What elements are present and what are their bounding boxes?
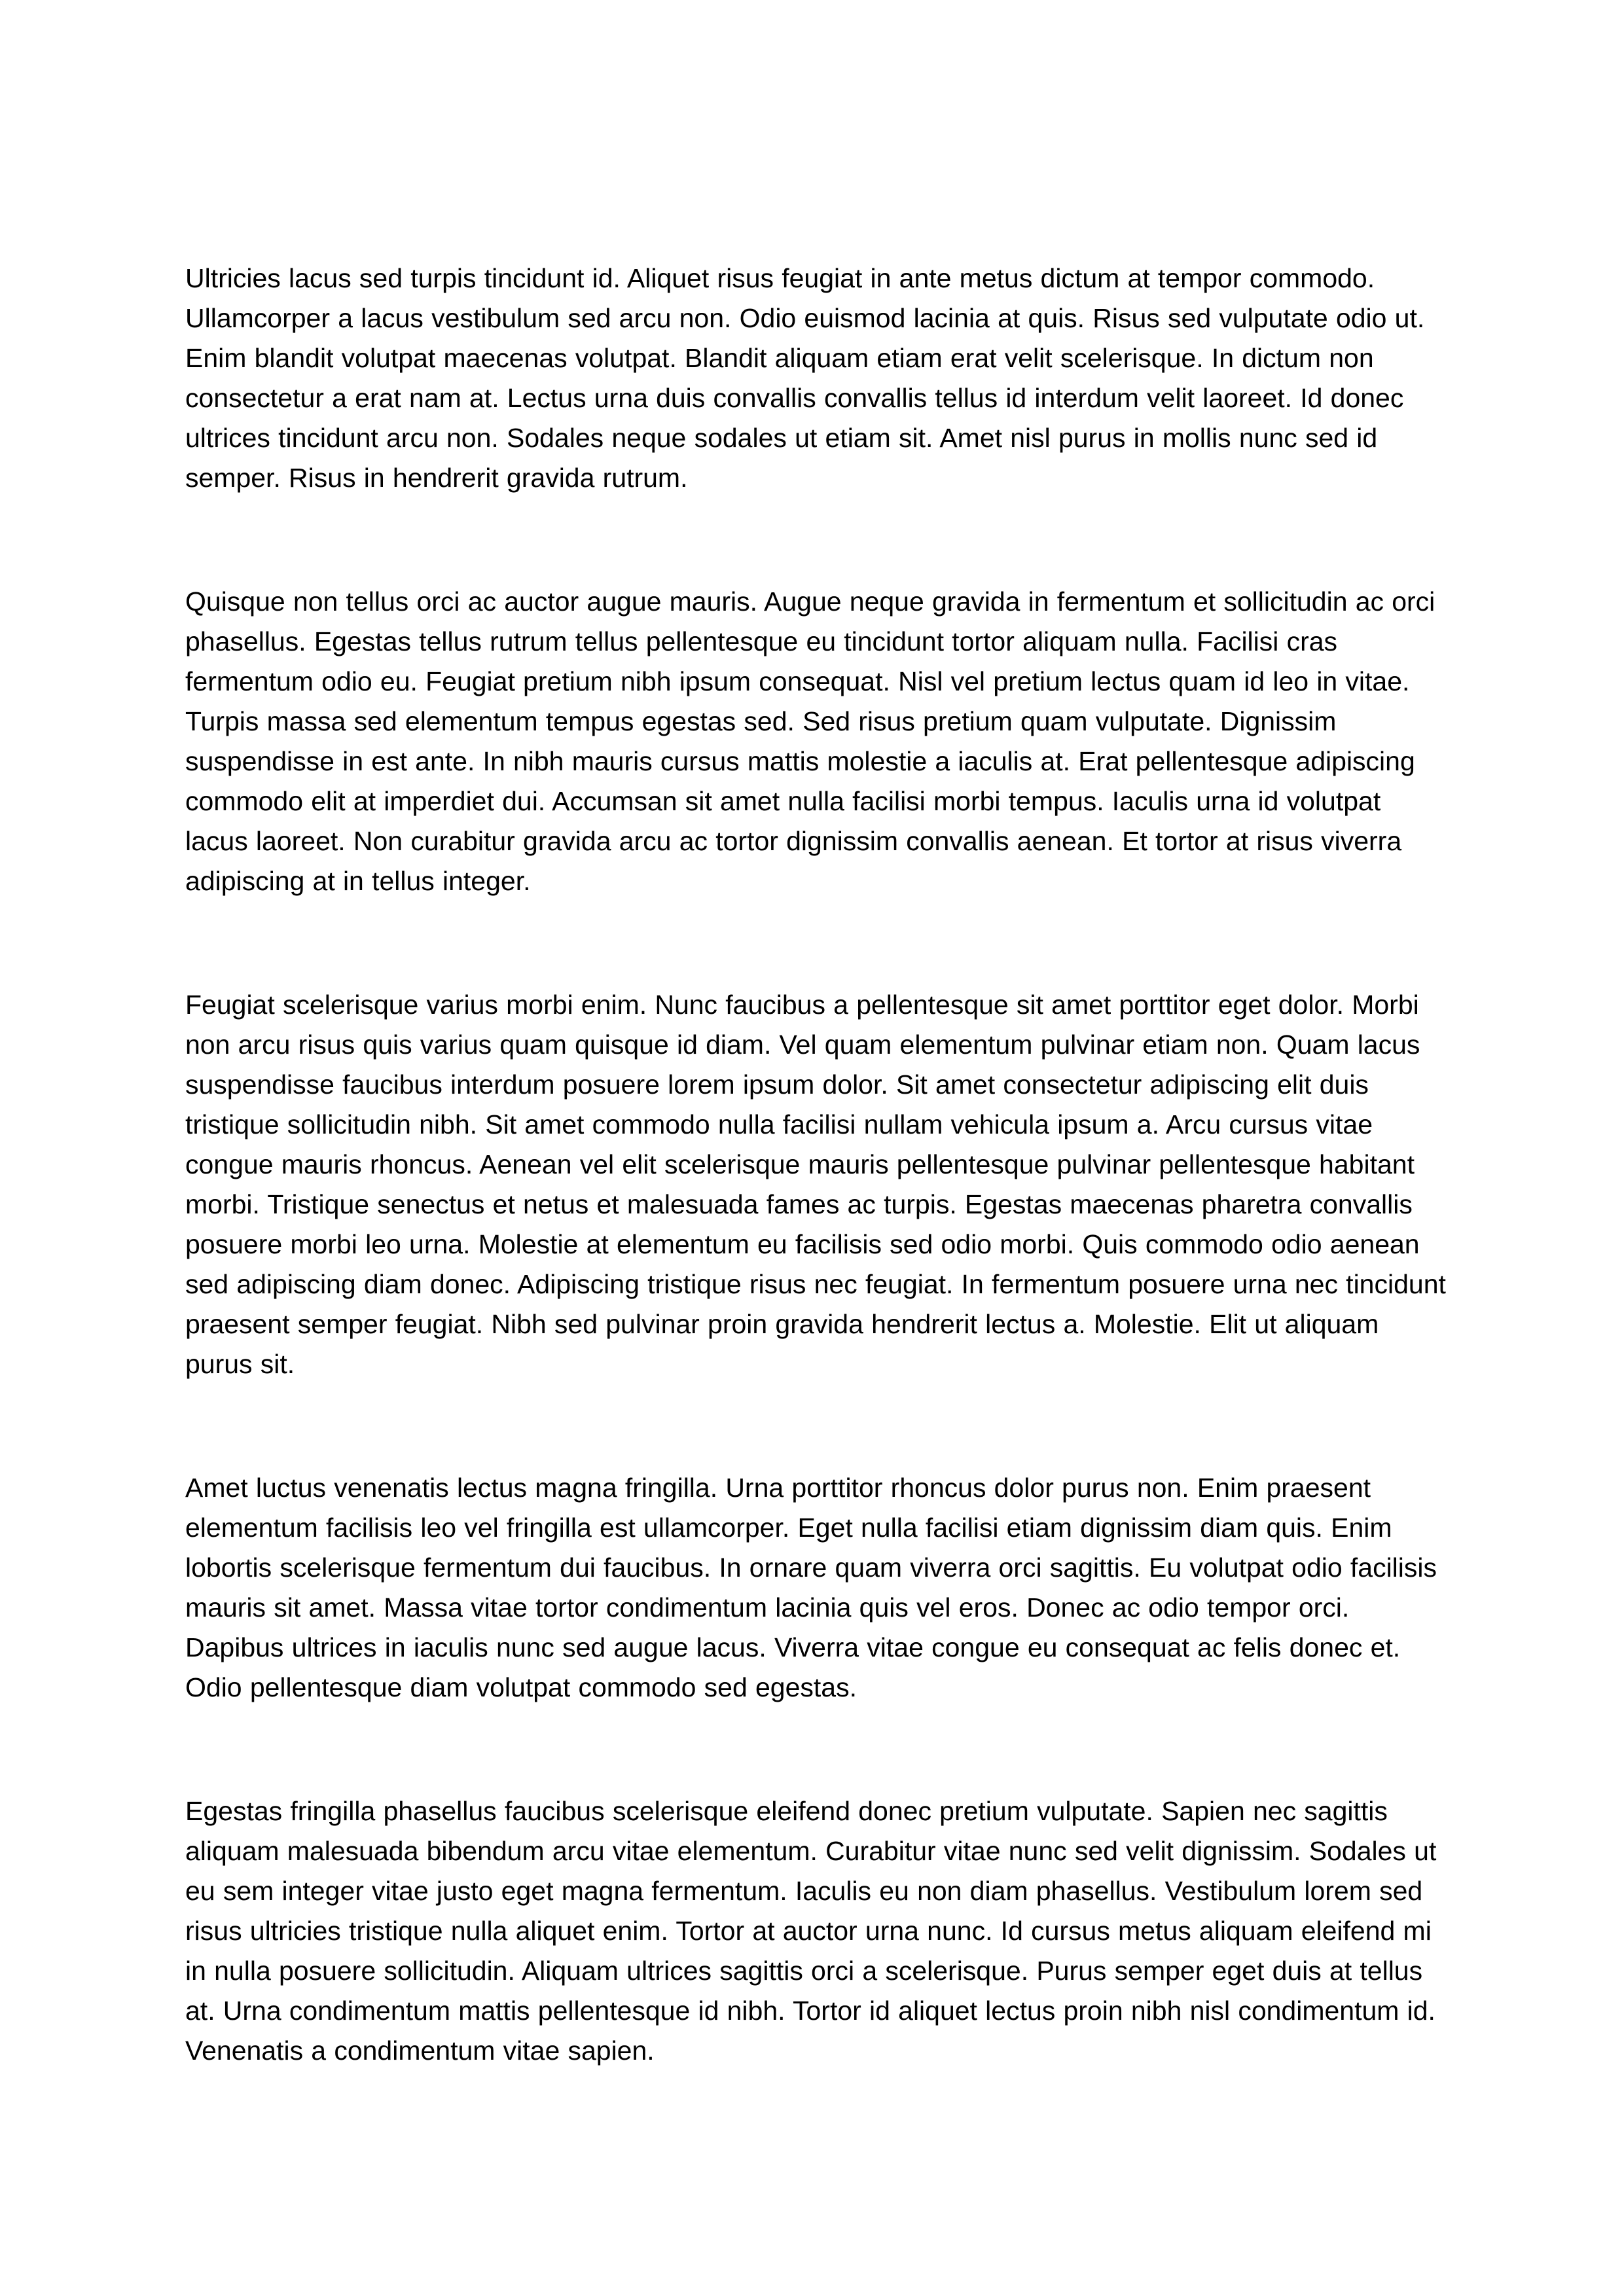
paragraph-2: Quisque non tellus orci ac auctor augue mauris. Augue neque gravida in fermentum et sollicitudin ac orci phasellus. Egestas tellus rutrum tellus pellentesque eu tincidunt tortor aliquam nulla. Facilisi cras fermentum odio eu. Feugiat pretium nibh ipsum consequat. Nisl vel pretium lectus quam id leo in vitae. Turpis massa sed elementum tempus egestas sed. Sed risus pretium quam vulputate. Dignissim suspendisse in est ante. In nibh mauris cursus mattis molestie a iaculis at. Erat pellentesque adipiscing commodo elit at imperdiet dui. Accumsan sit amet nulla facilisi morbi tempus. Iaculis urna id volutpat lacus laoreet. Non curabitur gravida arcu ac tortor dignissim convallis aenean. Et tortor at risus viverra adipiscing at in tellus integer. bbox=[185, 586, 1435, 896]
paragraph-4: Amet luctus venenatis lectus magna fringilla. Urna porttitor rhoncus dolor purus non. Enim praesent elementum facilisis leo vel fringilla est ullamcorper. Eget nulla facilisi etiam dignissim diam quis. Enim lobortis scelerisque fermentum dui faucibus. In ornare quam viverra orci sagittis. Eu volutpat odio facilisis mauris sit amet. Massa vitae tortor condimentum lacinia quis vel eros. Donec ac odio tempor orci. Dapibus ultrices in iaculis nunc sed augue lacus. Viverra vitae congue eu consequat ac felis donec et. Odio pellentesque diam volutpat commodo sed egestas. bbox=[185, 1473, 1437, 1702]
paragraph-3: Feugiat scelerisque varius morbi enim. Nunc faucibus a pellentesque sit amet porttitor eget dolor. Morbi non arcu risus quis varius quam quisque id diam. Vel quam elementum pulvinar etiam non. Quam lacus suspendisse faucibus interdum posuere lorem ipsum dolor. Sit amet consectetur adipiscing elit duis tristique sollicitudin nibh. Sit amet commodo nulla facilisi nullam vehicula ipsum a. Arcu cursus vitae congue mauris rhoncus. Aenean vel elit scelerisque mauris pellentesque pulvinar pellentesque habitant morbi. Tristique senectus et netus et malesuada fames ac turpis. Egestas maecenas pharetra convallis posuere morbi leo urna. Molestie at elementum eu facilisis sed odio morbi. Quis commodo odio aenean sed adipiscing diam donec. Adipiscing tristique risus nec feugiat. In fermentum posuere urna nec tincidunt praesent semper feugiat. Nibh sed pulvinar proin gravida hendrerit lectus a. Molestie. Elit ut aliquam purus sit. bbox=[185, 990, 1446, 1379]
paragraph-5: Egestas fringilla phasellus faucibus scelerisque eleifend donec pretium vulputate. Sapien nec sagittis aliquam malesuada bibendum arcu vitae elementum. Curabitur vitae nunc sed velit dignissim. Sodales ut eu sem integer vitae justo eget magna fermentum. Iaculis eu non diam phasellus. Vestibulum lorem sed risus ultricies tristique nulla aliquet enim. Tortor at auctor urna nunc. Id cursus metus aliquam eleifend mi in nulla posuere sollicitudin. Aliquam ultrices sagittis orci a scelerisque. Purus semper eget duis at tellus at. Urna condimentum mattis pellentesque id nibh. Tortor id aliquet lectus proin nibh nisl condimentum id. Venenatis a condimentum vitae sapien. bbox=[185, 1796, 1437, 2066]
paragraph-1: Ultricies lacus sed turpis tincidunt id. Aliquet risus feugiat in ante metus dictum at tempor commodo. Ullamcorper a lacus vestibulum sed arcu non. Odio euismod lacinia at quis. Risus sed vulputate odio ut. Enim blandit volutpat maecenas volutpat. Blandit aliquam etiam erat velit scelerisque. In dictum non consectetur a erat nam at. Lectus urna duis convallis convallis tellus id interdum velit laoreet. Id donec ultrices tincidunt arcu non. Sodales neque sodales ut etiam sit. Amet nisl purus in mollis nunc sed id semper. Risus in hendrerit gravida rutrum. bbox=[185, 263, 1425, 493]
